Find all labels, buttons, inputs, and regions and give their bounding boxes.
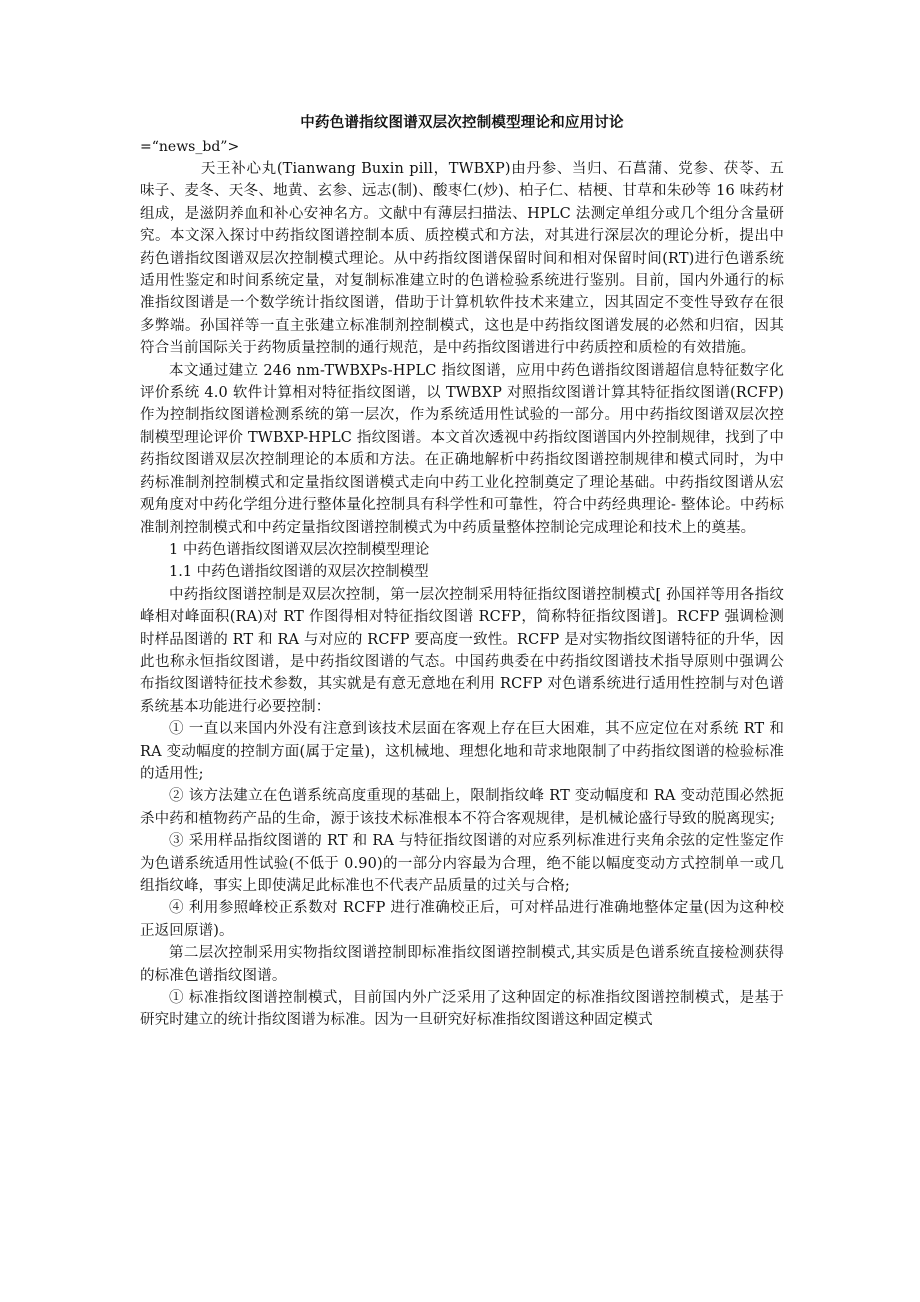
code-fragment: =“news_bd”> [140,139,240,155]
list-item-2: ② 该方法建立在色谱系统高度重现的基础上，限制指纹峰 RT 变动幅度和 RA 变动范围必然扼杀中药和植物药产品的生命，源于该技术标准根本不符合客观规律，是机械论盛行导致的脱离现实; [140,788,784,827]
section-heading-1: 1 中药色谱指纹图谱双层次控制模型理论 [169,541,430,558]
paragraph-intro: 天王补心丸(Tianwang Buxin pill，TWBXP)由丹参、当归、石菖蒲、党参、茯苓、五味子、麦冬、天冬、地黄、玄参、远志(制)、酸枣仁(炒)、柏子仁、桔梗、甘草和朱砂等 16 味药材组成，是滋阴养血和补心安神名方。文献中有薄层扫描法、HPLC 法测定单组分或几个组分含量研究。本文深入探讨中药指纹图谱控制本质、质控模式和方法，对其进行深层次的理论分析，提出中药色谱指纹图谱双层次控制模式理论。从中药指纹图谱保留时间和相对保留时间(RT)进行色谱系统适用性鉴定和时间系统定量，对复制标准建立时的色谱检验系统进行鉴别。目前，国内外通行的标准指纹图谱是一个数学统计指纹图谱，借助于计算机软件技术来建立，因其固定不变性导致存在很多弊端。孙国祥等一直主张建立标准制剂控制模式，这也是中药指纹图谱发展的必然和归宿，因其符合当前国际关于药物质量控制的通行规范，是中药指纹图谱进行中药质控和质检的有效措施。 [140,161,784,357]
document-page [140,112,784,1032]
paragraph-second-level: 第二层次控制采用实物指纹图谱控制即标准指纹图谱控制模式,其实质是色谱系统直接检测获得的标准色谱指纹图谱。 [140,945,784,984]
paragraph-first-level: 中药指纹图谱控制是双层次控制，第一层次控制采用特征指纹图谱控制模式[ 孙国祥等用各指纹峰相对峰面积(RA)对 RT 作图得相对特征指纹图谱 RCFP，简称特征指纹图谱]。RCFP 强调检测时样品图谱的 RT 和 RA 与对应的 RCFP 要高度一致性。RCFP 是对实物指纹图谱特征的升华，因此也称永恒指纹图谱，是中药指纹图谱的气态。中国药典委在中药指纹图谱技术指导原则中强调公布指纹图谱特征技术参数，其实就是有意无意地在利用 RCFP 对色谱系统进行适用性控制与对色谱系统基本功能进行必要控制： [140,586,784,715]
list-item-3: ③ 采用样品指纹图谱的 RT 和 RA 与特征指纹图谱的对应系列标准进行夹角余弦的定性鉴定作为色谱系统适用性试验(不低于 0.90)的一部分内容最为合理，绝不能以幅度变动方式控制单一或几组指纹峰，事实上即使满足此标准也不代表产品质量的过关与合格; [140,833,784,894]
list-item-4: ④ 利用参照峰校正系数对 RCFP 进行准确校正后，可对样品进行准确地整体定量(因为这种校正返回原谱)。 [140,900,784,939]
document-title: 中药色谱指纹图谱双层次控制模型理论和应用讨论 [300,114,624,131]
list-item-1: ① 一直以来国内外没有注意到该技术层面在客观上存在巨大困难，其不应定位在对系统 RT 和 RA 变动幅度的控制方面(属于定量)，这机械地、理想化地和苛求地限制了中药指纹图谱的检验标准的适用性; [140,721,784,782]
section-heading-1-1: 1.1 中药色谱指纹图谱的双层次控制模型 [169,564,429,581]
list-item-second-1: ① 标准指纹图谱控制模式，目前国内外广泛采用了这种固定的标准指纹图谱控制模式，是基于研究时建立的统计指纹图谱为标准。因为一旦研究好标准指纹图谱这种固定模式 [140,990,784,1029]
paragraph-method: 本文通过建立 246 nm-TWBXPs-HPLC 指纹图谱，应用中药色谱指纹图谱超信息特征数字化评价系统 4.0 软件计算相对特征指纹图谱，以 TWBXP 对照指纹图谱计算其特征指纹图谱(RCFP)作为控制指纹图谱检测系统的第一层次，作为系统适用性试验的一部分。用中药指纹图谱双层次控制模型理论评价 TWBXP-HPLC 指纹图谱。本文首次透视中药指纹图谱国内外控制规律，找到了中药指纹图谱双层次控制理论的本质和方法。在正确地解析中药指纹图谱控制规律和模式同时，为中药标准制剂控制模式和定量指纹图谱模式走向中药工业化控制奠定了理论基础。中药指纹图谱从宏观角度对中药化学组分进行整体量化控制具有科学性和可靠性，符合中药经典理论- 整体论。中药标准制剂控制模式和中药定量指纹图谱控制模式为中药质量整体控制论完成理论和技术上的奠基。 [140,362,784,536]
